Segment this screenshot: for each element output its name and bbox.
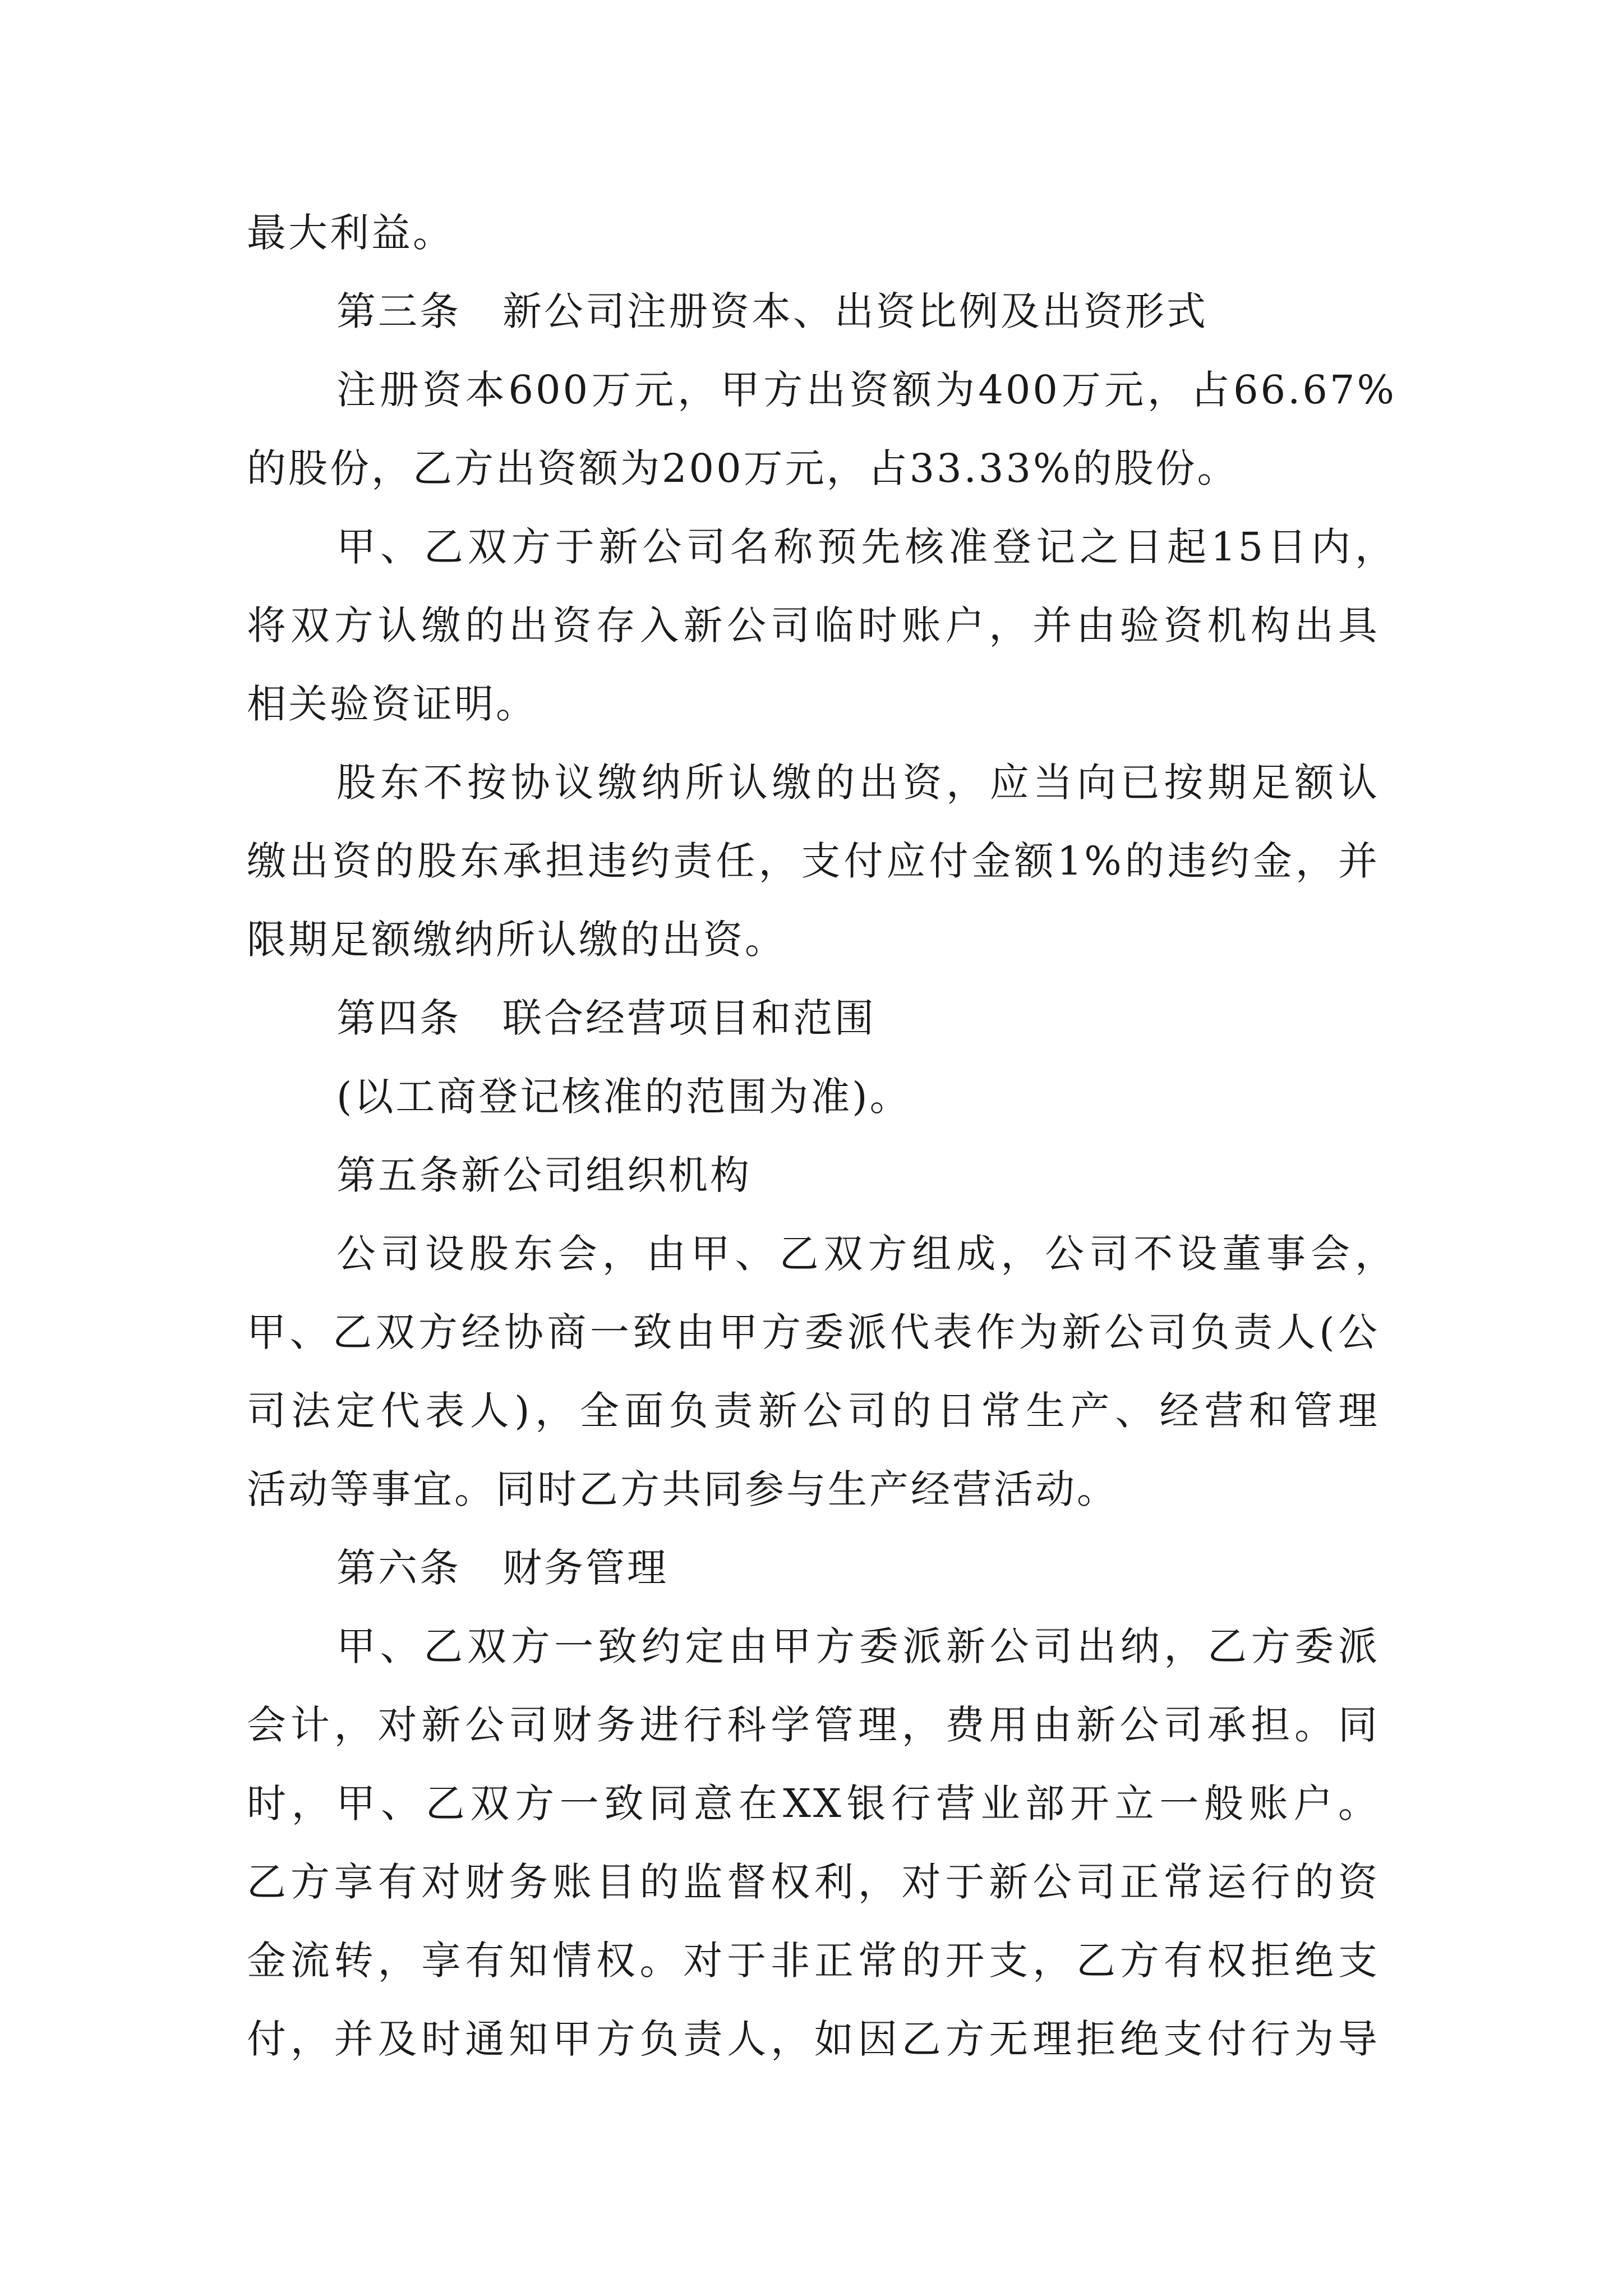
- text-line-19: 甲、乙双方一致约定由甲方委派新公司出纳，乙方委派: [336, 1623, 1380, 1669]
- text-line-23: 金流转，享有知情权。对于非正常的开支，乙方有权拒绝支: [247, 1938, 1380, 1984]
- text-line-17: 活动等事宜。同时乙方共同参与生产经营活动。: [247, 1466, 1118, 1512]
- text-line-20: 会计，对新公司财务进行科学管理，费用由新公司承担。同: [247, 1702, 1380, 1748]
- article-5-heading: 第五条新公司组织机构: [336, 1152, 751, 1198]
- text-line-4: 的股份，乙方出资额为200万元，占33.33%的股份。: [247, 445, 1239, 491]
- article-6-heading: 第六条 财务管理: [336, 1545, 668, 1591]
- article-3-heading: 第三条 新公司注册资本、出资比例及出资形式: [336, 288, 1208, 334]
- text-line-6: 将双方认缴的出资存入新公司临时账户，并由验资机构出具: [247, 602, 1380, 648]
- text-line-3: 注册资本600万元，甲方出资额为400万元，占66.67%: [336, 367, 1396, 413]
- text-line-9: 缴出资的股东承担违约责任，支付应付金额1%的违约金，并: [247, 838, 1380, 884]
- text-line-12: (以工商登记核准的范围为准)。: [336, 1074, 911, 1120]
- text-line-1: 最大利益。: [247, 210, 454, 256]
- text-line-8: 股东不按协议缴纳所认缴的出资，应当向已按期足额认: [336, 760, 1380, 806]
- text-line-22: 乙方享有对财务账目的监督权利，对于新公司正常运行的资: [247, 1859, 1380, 1905]
- text-line-7: 相关验资证明。: [247, 681, 537, 727]
- text-line-5: 甲、乙双方于新公司名称预先核准登记之日起15日内，: [336, 524, 1396, 570]
- text-line-21: 时，甲、乙双方一致同意在XX银行营业部开立一般账户。: [247, 1780, 1380, 1826]
- article-4-heading: 第四条 联合经营项目和范围: [336, 995, 876, 1041]
- text-line-14: 公司设股东会，由甲、乙双方组成，公司不设董事会，: [336, 1231, 1396, 1277]
- text-line-10: 限期足额缴纳所认缴的出资。: [247, 917, 786, 963]
- text-line-15: 甲、乙双方经协商一致由甲方委派代表作为新公司负责人(公: [247, 1309, 1380, 1355]
- text-line-16: 司法定代表人)，全面负责新公司的日常生产、经营和管理: [247, 1388, 1380, 1434]
- text-line-24: 付，并及时通知甲方负责人，如因乙方无理拒绝支付行为导: [247, 2016, 1380, 2062]
